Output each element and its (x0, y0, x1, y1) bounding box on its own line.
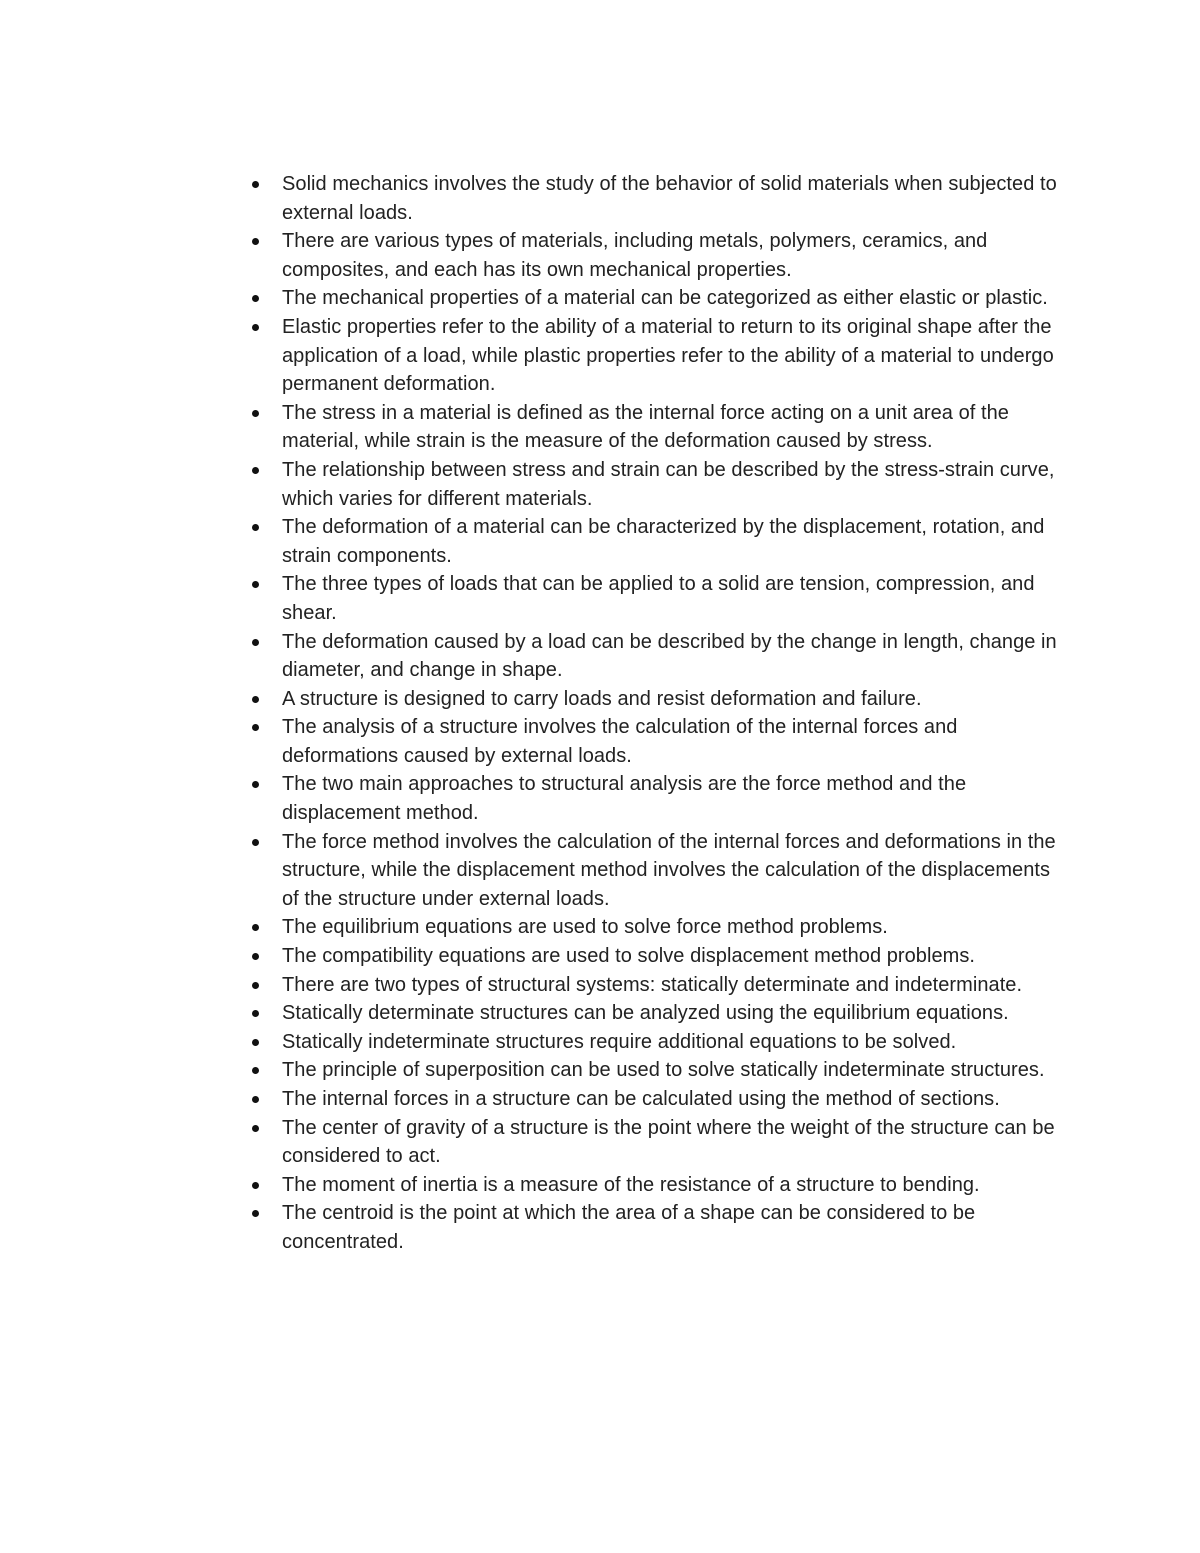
bullet-text: The analysis of a structure involves the calculation of the internal forces and deformations caused by external loads. (282, 716, 958, 767)
bullet-dot-icon (252, 524, 259, 531)
list-item (248, 942, 1068, 971)
bullet-dot-icon (252, 924, 259, 931)
bullet-text: The centroid is the point at which the area of a shape can be considered to be concentrated. (282, 1202, 976, 1253)
list-item (248, 456, 1068, 513)
bullet-text: The relationship between stress and strain can be described by the stress-strain curve, which varies for different materials. (282, 458, 1055, 510)
bullet-dot-icon (252, 181, 259, 188)
list-item (248, 999, 1068, 1028)
list-item (248, 913, 1068, 942)
bullet-text: The principle of superposition can be used to solve statically indeterminate structures. (282, 1059, 1045, 1082)
bullet-text: The deformation caused by a load can be described by the change in length, change in diameter, and change in shape. (282, 630, 1057, 682)
bullet-dot-icon (252, 982, 259, 989)
bullet-dot-icon (252, 1039, 259, 1046)
bullet-dot-icon (252, 1096, 259, 1103)
bullet-text: The compatibility equations are used to solve displacement method problems. (282, 945, 976, 968)
bullet-text: The equilibrium equations are used to solve force method problems. (282, 916, 888, 939)
list-item (248, 1171, 1068, 1200)
bullet-text: The mechanical properties of a material can be categorized as either elastic or plastic. (282, 287, 1048, 310)
bullet-dot-icon (252, 1210, 259, 1217)
bullet-text: The center of gravity of a structure is the point where the weight of the structure can be considered to act. (282, 1116, 1055, 1168)
bullet-dot-icon (252, 295, 259, 302)
list-item (248, 399, 1068, 456)
list-item (248, 570, 1068, 627)
bullet-text: Elastic properties refer to the ability of a material to return to its original shape after the application of a load, while plastic properties refer to the ability of a material to undergo permanent deformation. (282, 315, 1054, 396)
list-item (248, 513, 1068, 570)
bullet-dot-icon (252, 1125, 259, 1132)
bullet-text: The two main approaches to structural analysis are the force method and the displacement method. (282, 773, 967, 825)
list-item (248, 313, 1068, 399)
bullet-text: The stress in a material is defined as the internal force acting on a unit area of the material, while strain is the measure of the deformation caused by stress. (282, 401, 1009, 453)
bullet-dot-icon (252, 781, 259, 788)
list-item (248, 284, 1068, 313)
bullet-text: There are various types of materials, including metals, polymers, ceramics, and composites, and each has its own mechanical properties. (282, 230, 988, 281)
bullet-text: The deformation of a material can be characterized by the displacement, rotation, and strain components. (282, 516, 1045, 567)
list-item (248, 170, 1068, 227)
bullet-dot-icon (252, 953, 259, 960)
bullet-dot-icon (252, 696, 259, 703)
list-item (248, 770, 1068, 827)
list-item (248, 1085, 1068, 1114)
bullet-text: The internal forces in a structure can be calculated using the method of sections. (282, 1088, 1000, 1110)
bullet-dot-icon (252, 581, 259, 588)
bullet-text: There are two types of structural systems: statically determinate and indeterminate. (282, 973, 1023, 996)
bullet-dot-icon (252, 1182, 259, 1189)
list-item (248, 828, 1068, 914)
bullet-text: Statically determinate structures can be analyzed using the equilibrium equations. (282, 1002, 1009, 1025)
bullet-dot-icon (252, 1067, 259, 1074)
bullet-dot-icon (252, 410, 259, 417)
list-item (248, 1199, 1068, 1256)
list-item (248, 1056, 1068, 1085)
list-item (248, 685, 1068, 714)
bullet-text: The three types of loads that can be applied to a solid are tension, compression, and shear. (282, 573, 1035, 624)
list-item (248, 713, 1068, 770)
bullet-text: Solid mechanics involves the study of the behavior of solid materials when subjected to external loads. (282, 173, 1057, 224)
bullet-dot-icon (252, 238, 259, 245)
bullet-dot-icon (252, 839, 259, 846)
bullet-dot-icon (252, 467, 259, 474)
bullet-text: A structure is designed to carry loads and resist deformation and failure. (282, 687, 922, 710)
bullet-text: Statically indeterminate structures require additional equations to be solved. (282, 1030, 957, 1053)
bullet-text: The force method involves the calculation of the internal forces and deformations in the structure, while the displacement method involves the calculation of the displacements of the structure under external loads. (282, 830, 1056, 910)
list-item (248, 971, 1068, 1000)
bullet-list (248, 170, 1068, 1257)
list-item (248, 1028, 1068, 1057)
list-item (248, 1114, 1068, 1171)
bullet-dot-icon (252, 1010, 259, 1017)
bullet-dot-icon (252, 639, 259, 646)
bullet-dot-icon (252, 724, 259, 731)
list-item (248, 227, 1068, 284)
bullet-dot-icon (252, 324, 259, 331)
list-item (248, 628, 1068, 685)
bullet-text: The moment of inertia is a measure of the resistance of a structure to bending. (282, 1173, 980, 1196)
